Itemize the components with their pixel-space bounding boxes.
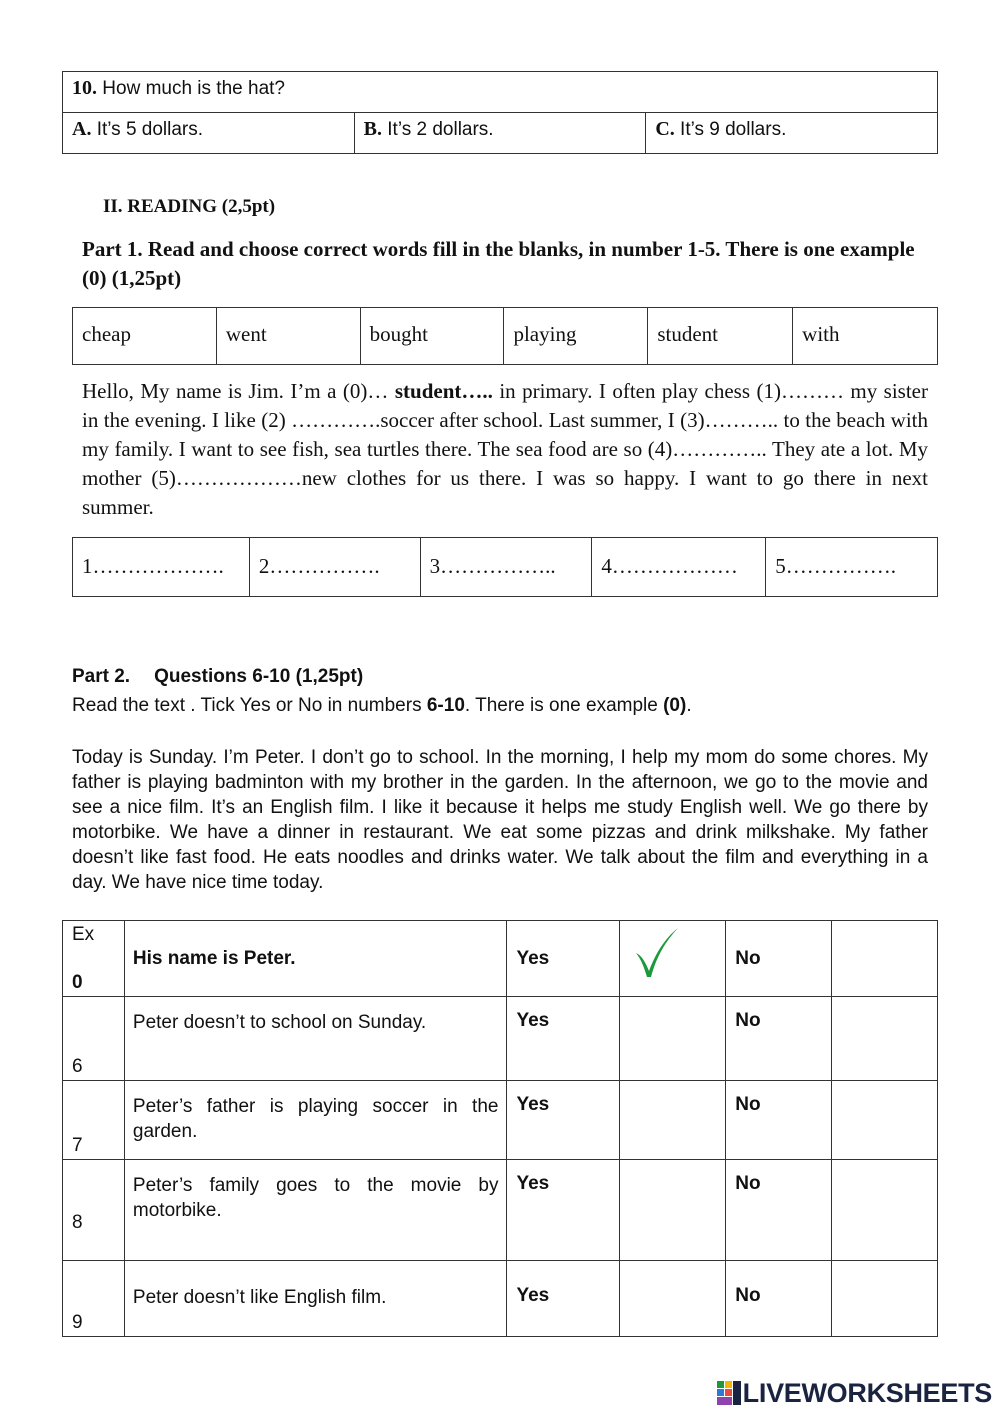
statement: Peter’s father is playing soccer in the garden. <box>124 1081 507 1160</box>
statement: Peter doesn’t to school on Sunday. <box>124 997 507 1081</box>
word-bought: bought <box>360 308 504 365</box>
yes-label: Yes <box>507 1081 620 1160</box>
table-row <box>63 1081 938 1160</box>
part2-instruction: Read the text . Tick Yes or No in numbers 6-10. There is one example (0). <box>72 695 692 716</box>
row-number: Ex 0 <box>63 921 125 997</box>
yes-label: Yes <box>507 921 620 997</box>
answer-slot-2[interactable]: 2……………. <box>249 538 420 597</box>
answer-slot-3[interactable]: 3…………….. <box>420 538 592 597</box>
answer-box <box>72 537 938 597</box>
word-student: student <box>648 308 793 365</box>
no-tick-box[interactable] <box>832 921 938 997</box>
word-box <box>72 307 938 365</box>
statement: Peter’s family goes to the movie by motorbike. <box>124 1160 507 1261</box>
example-answer: student….. <box>394 379 493 403</box>
reading-section-heading: II. READING (2,5pt) <box>103 196 276 217</box>
row-number: 7 <box>63 1081 125 1160</box>
part1-instruction: Part 1. Read and choose correct words fill in the blanks, in number 1-5. There is one example (0) (1,25pt) <box>82 237 915 290</box>
question-10-text: How much is the hat? <box>97 78 285 99</box>
word-playing: playing <box>504 308 648 365</box>
question-10-table <box>62 71 938 154</box>
word-with: with <box>793 308 938 365</box>
statement: His name is Peter. <box>124 921 507 997</box>
yes-label: Yes <box>507 997 620 1081</box>
yes-label: Yes <box>507 1261 620 1337</box>
liveworksheets-logo-icon <box>716 1379 742 1407</box>
watermark-text: LIVEWORKSHEETS <box>742 1378 992 1408</box>
table-row <box>63 1261 938 1337</box>
yes-tick-box[interactable] <box>620 1160 726 1261</box>
no-label: No <box>726 921 832 997</box>
no-label: No <box>726 1160 832 1261</box>
yes-tick-box[interactable] <box>620 997 726 1081</box>
statement: Peter doesn’t like English film. <box>124 1261 507 1337</box>
liveworksheets-watermark <box>716 1378 992 1408</box>
yes-label: Yes <box>507 1160 620 1261</box>
example-label: Ex <box>72 924 95 945</box>
word-went: went <box>216 308 360 365</box>
yes-tick-box[interactable] <box>620 1261 726 1337</box>
word-cheap: cheap <box>73 308 217 365</box>
answer-slot-1[interactable]: 1………………. <box>73 538 250 597</box>
option-a[interactable]: A. It’s 5 dollars. <box>63 113 355 154</box>
question-10-prompt <box>63 72 938 113</box>
no-tick-box[interactable] <box>832 997 938 1081</box>
part1-passage: Hello, My name is Jim. I’m a (0)… student….. in primary. I often play chess (1)……… my sister in the evening. I like (2) ………….soccer after school. Last summer, I (3)……….. to the beach with my family. I want to see fish, sea turtles there. The sea food are so (4)………….. They ate a lot. My mother (5)………………new clothes for us there. I was so happy. I want to go there in next summer. <box>82 379 928 519</box>
answer-slot-4[interactable]: 4……………… <box>592 538 766 597</box>
no-tick-box[interactable] <box>832 1081 938 1160</box>
table-row <box>63 1160 938 1261</box>
table-row <box>63 997 938 1081</box>
row-number: 8 <box>63 1160 125 1261</box>
option-b[interactable]: B. It’s 2 dollars. <box>354 113 646 154</box>
checkmark-icon <box>632 925 682 979</box>
no-tick-box[interactable] <box>832 1160 938 1261</box>
no-label: No <box>726 1261 832 1337</box>
part2-passage: Today is Sunday. I’m Peter. I don’t go to school. In the morning, I help my mom do some chores. My father is playing badminton with my brother in the garden. In the afternoon, we go to the movie and see a nice film. It’s an English film. I like it because it helps me study English well. We go there by motorbike. We have a dinner in restaurant. We eat some pizzas and drink milkshake. My father doesn’t like fast food. He eats noodles and drinks water. We talk about the film and everything in a day. We have nice time today. <box>72 747 928 893</box>
row-number: 6 <box>63 997 125 1081</box>
part2-heading: Part 2. Questions 6-10 (1,25pt) <box>72 666 364 687</box>
yes-tick-box[interactable] <box>620 921 726 997</box>
no-label: No <box>726 1081 832 1160</box>
yes-tick-box[interactable] <box>620 1081 726 1160</box>
yes-no-table <box>62 920 938 1337</box>
no-label: No <box>726 997 832 1081</box>
question-10-number: 10. <box>72 77 97 99</box>
no-tick-box[interactable] <box>832 1261 938 1337</box>
option-c[interactable]: C. It’s 9 dollars. <box>646 113 938 154</box>
answer-slot-5[interactable]: 5……………. <box>766 538 938 597</box>
table-row <box>63 921 938 997</box>
row-number: 9 <box>63 1261 125 1337</box>
